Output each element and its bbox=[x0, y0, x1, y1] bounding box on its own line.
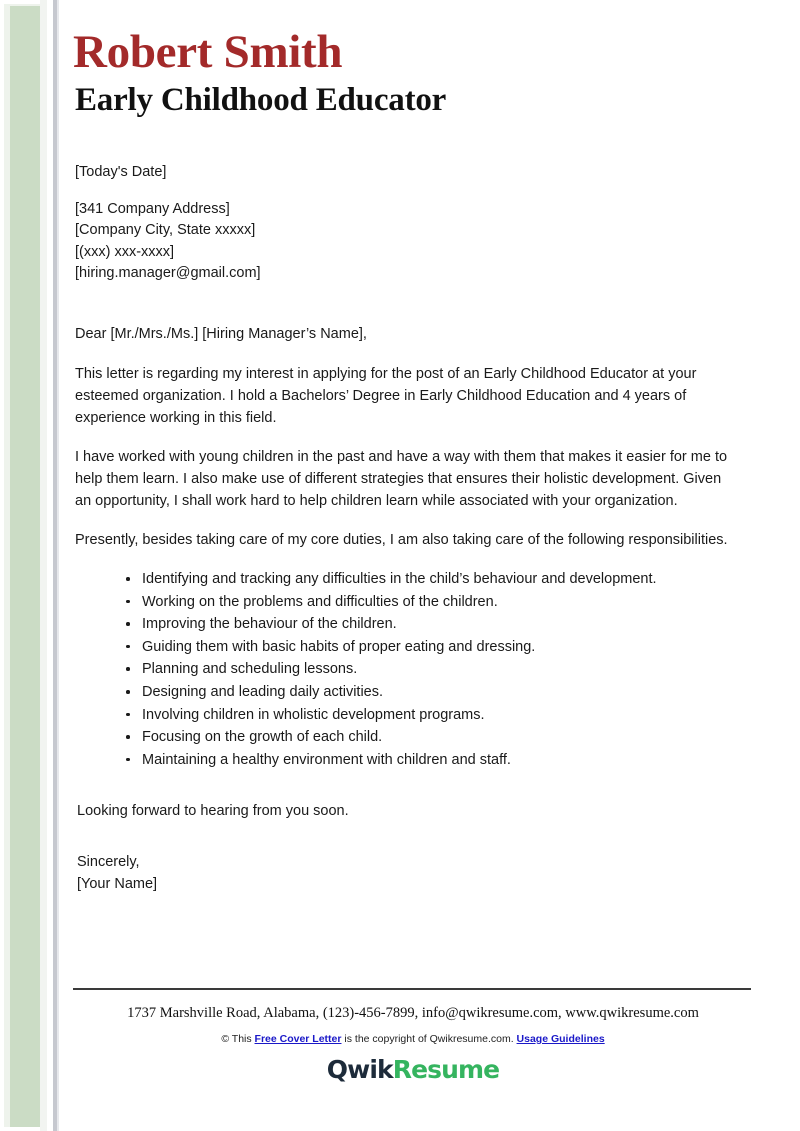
list-item: Planning and scheduling lessons. bbox=[126, 658, 741, 680]
list-item: Focusing on the growth of each child. bbox=[126, 726, 741, 748]
recipient-city-line: [Company City, State xxxxx] bbox=[75, 222, 256, 239]
recipient-email-line: [hiring.manager@gmail.com] bbox=[75, 265, 261, 282]
body-paragraph-2: I have worked with young children in the past and have a way with them that makes it easier for me to help them learn. I also make use of different strategies that ensures their holistic development. Given an opportunity, I shall work hard to help children learn while associated with your organization. bbox=[75, 449, 728, 510]
decorative-sidebar-stripe bbox=[0, 0, 52, 1131]
recipient-address-line: [341 Company Address] bbox=[75, 201, 230, 218]
closing-line: Looking forward to hearing from you soon. bbox=[77, 802, 349, 819]
footer-contact-line: 1737 Marshville Road, Alabama, (123)-456-7899, info@qwikresume.com, www.qwikresume.com bbox=[127, 1004, 699, 1021]
list-item: Identifying and tracking any difficulties in the child’s behaviour and development. bbox=[126, 568, 741, 590]
footer-copyright-line bbox=[73, 1032, 753, 1047]
free-cover-letter-link[interactable]: Free Cover Letter bbox=[254, 1032, 342, 1045]
recipient-address-block bbox=[75, 199, 753, 284]
sidebar-band-highlight bbox=[40, 0, 47, 1131]
list-item: Improving the behaviour of the children. bbox=[126, 613, 741, 635]
list-item: Working on the problems and difficulties of the children. bbox=[126, 591, 741, 613]
list-item: Involving children in wholistic development programs. bbox=[126, 704, 741, 726]
footer-divider-rule bbox=[73, 988, 751, 990]
copyright-middle-text: is the copyright of Qwikresume.com. bbox=[341, 1032, 517, 1045]
sidebar-band-inner bbox=[10, 6, 40, 1127]
applicant-name: Robert Smith bbox=[73, 26, 343, 78]
logo-text-resume: Resume bbox=[392, 1054, 500, 1084]
logo-text-qwik: Qwik bbox=[326, 1054, 393, 1084]
letter-meta-block bbox=[73, 162, 753, 284]
list-item: Designing and leading daily activities. bbox=[126, 681, 741, 703]
sidebar-divider-soft-line bbox=[57, 0, 59, 1131]
applicant-job-title: Early Childhood Educator bbox=[75, 81, 447, 118]
letter-footer bbox=[73, 988, 753, 1084]
signature-name: [Your Name] bbox=[77, 876, 158, 893]
qwikresume-logo[interactable] bbox=[73, 1055, 753, 1084]
recipient-phone-line: [(xxx) xxx-xxxx] bbox=[75, 243, 175, 260]
body-paragraph-3: Presently, besides taking care of my core duties, I am also taking care of the following responsibilities. bbox=[75, 532, 728, 549]
body-paragraph-1: This letter is regarding my interest in applying for the post of an Early Childhood Educator at your esteemed organization. I hold a Bachelors’ Degree in Early Childhood Education and 4 years of experience working in this field. bbox=[75, 366, 697, 427]
letter-content bbox=[73, 0, 753, 896]
letter-date: [Today's Date] bbox=[75, 164, 167, 181]
salutation: Dear [Mr./Mrs./Ms.] [Hiring Manager’s Name], bbox=[75, 326, 367, 343]
letter-header bbox=[73, 0, 753, 118]
list-item: Maintaining a healthy environment with children and staff. bbox=[126, 749, 741, 771]
list-item: Guiding them with basic habits of proper eating and dressing. bbox=[126, 636, 741, 658]
signature-block bbox=[75, 852, 741, 896]
responsibilities-list bbox=[75, 568, 741, 770]
copyright-prefix-text: © This bbox=[221, 1032, 255, 1045]
signoff-text: Sincerely, bbox=[77, 854, 140, 871]
usage-guidelines-link[interactable]: Usage Guidelines bbox=[516, 1032, 605, 1045]
letter-body bbox=[73, 324, 741, 896]
